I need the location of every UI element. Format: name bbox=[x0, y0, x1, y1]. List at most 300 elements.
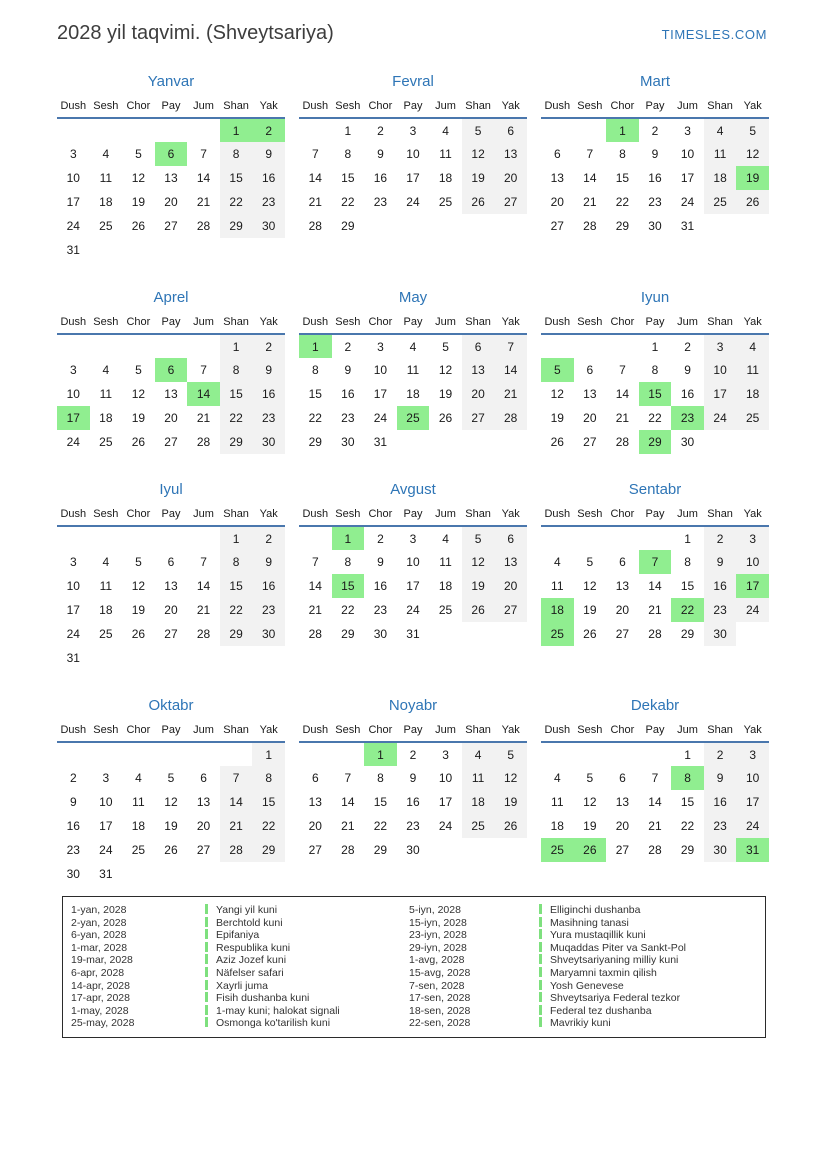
holiday-tick-icon bbox=[539, 1005, 542, 1015]
calendar-day: 1 bbox=[651, 339, 659, 354]
weekday-header: Pay bbox=[639, 97, 672, 118]
calendar-day: 7 bbox=[586, 147, 594, 161]
calendar-day: 28 bbox=[308, 219, 322, 233]
weekday-header: Jum bbox=[429, 313, 462, 334]
holiday-tick-icon bbox=[205, 967, 208, 977]
legend-holiday-name: Elliginchi dushanba bbox=[550, 904, 641, 916]
calendar-day: 1 bbox=[220, 118, 253, 142]
calendar-day: 9 bbox=[69, 795, 77, 809]
calendar-day: 20 bbox=[494, 166, 527, 190]
calendar-day: 13 bbox=[494, 550, 527, 574]
legend-date: 7-sen, 2028 bbox=[409, 979, 465, 992]
calendar-day: 24 bbox=[373, 411, 388, 425]
month-oktabr bbox=[57, 697, 285, 886]
calendar-day: 16 bbox=[66, 819, 80, 833]
calendar-day: 11 bbox=[439, 147, 452, 161]
calendar-day: 20 bbox=[550, 195, 564, 209]
calendar-day: 21 bbox=[308, 603, 322, 617]
empty-cell bbox=[397, 430, 430, 454]
holiday-tick-icon bbox=[539, 992, 542, 1002]
calendar-day: 29 bbox=[220, 430, 253, 454]
weekday-header: Pay bbox=[155, 313, 188, 334]
calendar-day: 28 bbox=[648, 843, 662, 857]
legend-holiday-name: Berchtold kuni bbox=[216, 916, 283, 929]
weekday-header: Yak bbox=[252, 313, 285, 334]
calendar-day: 12 bbox=[583, 579, 597, 593]
calendar-day: 19 bbox=[550, 411, 564, 425]
calendar-day: 2 bbox=[344, 339, 352, 354]
calendar-day: 4 bbox=[462, 742, 495, 766]
calendar-day: 13 bbox=[583, 387, 597, 401]
legend-holiday-name: Aziz Jozef kuni bbox=[216, 954, 287, 967]
calendar-day: 19 bbox=[438, 387, 453, 401]
empty-cell bbox=[462, 838, 495, 862]
empty-cell bbox=[494, 214, 527, 238]
calendar-day: 21 bbox=[583, 195, 597, 209]
calendar-day: 6 bbox=[462, 334, 495, 358]
calendar-day: 3 bbox=[69, 363, 77, 377]
calendar-day: 5 bbox=[135, 363, 142, 377]
calendar-day: 9 bbox=[377, 555, 384, 569]
legend-date: 5-iyn, 2028 bbox=[409, 904, 461, 916]
calendar-day: 15 bbox=[373, 795, 388, 809]
calendar-day: 26 bbox=[574, 838, 607, 862]
calendar-day: 30 bbox=[704, 838, 737, 862]
calendar-day: 14 bbox=[615, 387, 630, 401]
calendar-day: 9 bbox=[252, 358, 285, 382]
weekday-header: Sesh bbox=[90, 313, 123, 334]
weekday-header: Dush bbox=[57, 97, 90, 118]
weekday-header: Yak bbox=[736, 505, 769, 526]
empty-cell bbox=[704, 430, 737, 454]
month-table bbox=[541, 505, 769, 646]
calendar-day: 7 bbox=[619, 363, 626, 377]
empty-cell bbox=[155, 238, 188, 262]
weekday-header: Chor bbox=[122, 97, 155, 118]
weekday-header: Sesh bbox=[574, 313, 607, 334]
legend-holiday-name: Xayrli juma bbox=[216, 979, 268, 992]
empty-cell bbox=[541, 526, 574, 550]
calendar-day: 28 bbox=[341, 843, 355, 857]
calendar-day: 15 bbox=[308, 387, 322, 401]
holiday-tick-icon bbox=[205, 929, 208, 939]
calendar-day: 23 bbox=[252, 598, 285, 622]
empty-cell bbox=[736, 430, 769, 454]
weekday-header: Dush bbox=[299, 505, 332, 526]
holiday-tick-icon bbox=[205, 942, 208, 952]
calendar-day: 24 bbox=[680, 195, 695, 209]
calendar-day: 10 bbox=[373, 363, 388, 377]
calendar-day: 20 bbox=[615, 603, 630, 617]
weekday-header: Jum bbox=[187, 97, 220, 118]
calendar-day: 10 bbox=[438, 771, 453, 785]
calendar-day: 11 bbox=[704, 142, 737, 166]
calendar-day: 9 bbox=[409, 771, 417, 785]
calendar-day: 20 bbox=[615, 819, 630, 833]
calendar-day: 1 bbox=[299, 334, 332, 358]
empty-cell bbox=[429, 430, 462, 454]
month-table bbox=[541, 721, 769, 862]
empty-cell bbox=[541, 334, 574, 358]
calendar-day: 6 bbox=[494, 526, 527, 550]
calendar-day: 20 bbox=[164, 603, 178, 617]
legend-date: 2-yan, 2028 bbox=[71, 916, 127, 929]
calendar-day: 5 bbox=[586, 771, 594, 785]
calendar-day: 15 bbox=[680, 579, 695, 593]
legend-date: 19-mar, 2028 bbox=[71, 954, 133, 967]
calendar-day: 18 bbox=[438, 579, 453, 593]
month-title[interactable]: Aprel bbox=[153, 289, 189, 306]
weekday-header: Shan bbox=[462, 505, 495, 526]
calendar-day: 21 bbox=[196, 195, 211, 209]
calendar-day: 11 bbox=[99, 579, 113, 593]
calendar-day: 6 bbox=[619, 771, 626, 785]
calendar-day: 17 bbox=[736, 574, 769, 598]
calendar-day: 27 bbox=[462, 406, 495, 430]
legend-holiday-name: Respublika kuni bbox=[216, 941, 291, 954]
month-table bbox=[57, 505, 285, 670]
weekday-header: Chor bbox=[606, 505, 639, 526]
holiday-tick-icon bbox=[205, 954, 208, 964]
calendar-day: 13 bbox=[196, 795, 211, 809]
month-mart bbox=[541, 73, 769, 238]
weekday-header: Chor bbox=[606, 313, 639, 334]
calendar-day: 27 bbox=[196, 843, 211, 857]
calendar-day: 12 bbox=[550, 387, 564, 401]
empty-cell bbox=[187, 334, 220, 358]
calendar-day: 24 bbox=[66, 627, 80, 641]
legend-entry bbox=[205, 942, 409, 955]
calendar-day: 21 bbox=[615, 411, 630, 425]
calendar-day: 19 bbox=[131, 411, 146, 425]
calendar-day: 10 bbox=[99, 795, 113, 809]
calendar-day: 6 bbox=[167, 555, 175, 569]
calendar-day: 1 bbox=[332, 526, 365, 550]
empty-cell bbox=[639, 526, 672, 550]
empty-cell bbox=[397, 214, 430, 238]
calendar-day: 22 bbox=[671, 598, 704, 622]
calendar-day: 29 bbox=[341, 219, 355, 233]
holiday-tick-icon bbox=[539, 980, 542, 990]
month-avgust bbox=[299, 481, 527, 646]
weekday-header: Shan bbox=[220, 313, 253, 334]
holiday-tick-icon bbox=[539, 967, 542, 977]
legend-date: 17-sen, 2028 bbox=[409, 992, 471, 1005]
empty-cell bbox=[155, 526, 188, 550]
month-title[interactable]: Yanvar bbox=[147, 73, 195, 90]
calendar-day: 27 bbox=[494, 190, 527, 214]
legend-entry bbox=[539, 942, 765, 955]
calendar-day: 13 bbox=[615, 579, 630, 593]
calendar-day: 5 bbox=[462, 526, 495, 550]
calendar-day: 24 bbox=[66, 219, 80, 233]
legend-holiday-name: Osmonga ko'tarilish kuni bbox=[216, 1017, 331, 1030]
empty-cell bbox=[155, 118, 188, 142]
calendar-day: 17 bbox=[99, 819, 113, 833]
empty-cell bbox=[57, 334, 90, 358]
calendar-day: 10 bbox=[704, 358, 737, 382]
calendar-day: 11 bbox=[99, 171, 113, 185]
calendar-day: 18 bbox=[131, 819, 146, 833]
calendar-day: 6 bbox=[200, 771, 207, 785]
empty-cell bbox=[220, 646, 253, 670]
calendar-day: 10 bbox=[66, 387, 80, 401]
legend-holiday-name: Shveytsariya Federal tezkor bbox=[550, 992, 681, 1005]
calendar-day: 8 bbox=[311, 363, 319, 377]
weekday-header: Shan bbox=[462, 97, 495, 118]
weekday-header: Jum bbox=[671, 97, 704, 118]
calendar-day: 31 bbox=[99, 867, 113, 881]
calendar-day: 25 bbox=[438, 603, 453, 617]
calendar-day: 21 bbox=[494, 382, 527, 406]
calendar-day: 10 bbox=[736, 550, 769, 574]
site-link[interactable]: TIMESLES.COM bbox=[661, 27, 767, 42]
calendar-day: 29 bbox=[341, 627, 355, 641]
weekday-header: Shan bbox=[704, 97, 737, 118]
empty-cell bbox=[606, 526, 639, 550]
calendar-day: 30 bbox=[680, 435, 695, 449]
calendar-day: 25 bbox=[541, 622, 574, 646]
calendar-day: 30 bbox=[252, 430, 285, 454]
calendar-day: 5 bbox=[586, 555, 594, 569]
calendar-day: 16 bbox=[648, 171, 662, 185]
holiday-tick-icon bbox=[539, 954, 542, 964]
empty-cell bbox=[122, 118, 155, 142]
legend-grid bbox=[71, 904, 765, 1030]
month-title[interactable]: Oktabr bbox=[148, 697, 194, 714]
calendar-day: 13 bbox=[615, 795, 630, 809]
month-table bbox=[57, 313, 285, 454]
calendar-day: 19 bbox=[583, 603, 597, 617]
weekday-header: Chor bbox=[606, 721, 639, 742]
weekday-header: Shan bbox=[220, 721, 253, 742]
calendar-day: 4 bbox=[553, 555, 561, 569]
weekday-header: Chor bbox=[364, 721, 397, 742]
month-table bbox=[299, 721, 527, 862]
month-may bbox=[299, 289, 527, 454]
calendar-day: 24 bbox=[704, 406, 737, 430]
calendar-day: 18 bbox=[704, 166, 737, 190]
calendar-day: 14 bbox=[583, 171, 597, 185]
month-title[interactable]: Avgust bbox=[390, 481, 436, 498]
calendar-day: 17 bbox=[66, 195, 80, 209]
weekday-header: Jum bbox=[671, 505, 704, 526]
calendar-day: 4 bbox=[102, 147, 110, 161]
calendar-day: 26 bbox=[736, 190, 769, 214]
calendar-day: 12 bbox=[131, 387, 146, 401]
empty-cell bbox=[299, 742, 332, 766]
weekday-header: Shan bbox=[704, 313, 737, 334]
calendar-day: 8 bbox=[671, 766, 704, 790]
legend-date: 15-avg, 2028 bbox=[409, 966, 471, 979]
calendar-day: 22 bbox=[220, 598, 253, 622]
month-title[interactable]: Iyul bbox=[159, 481, 183, 498]
calendar-day: 6 bbox=[553, 147, 561, 161]
legend-entry bbox=[205, 954, 409, 967]
calendar-day: 5 bbox=[135, 555, 142, 569]
calendar-day: 11 bbox=[551, 795, 564, 809]
calendar-day: 2 bbox=[651, 123, 659, 138]
calendar-day: 15 bbox=[220, 166, 253, 190]
calendar-day: 25 bbox=[131, 843, 146, 857]
empty-cell bbox=[736, 214, 769, 238]
calendar-day: 5 bbox=[494, 742, 527, 766]
calendar-day: 23 bbox=[66, 843, 80, 857]
weekday-header: Chor bbox=[606, 97, 639, 118]
month-iyul bbox=[57, 481, 285, 670]
calendar-day: 8 bbox=[252, 766, 285, 790]
holiday-legend bbox=[62, 896, 766, 1038]
calendar-day: 5 bbox=[541, 358, 574, 382]
calendar-day: 22 bbox=[615, 195, 630, 209]
empty-cell bbox=[187, 862, 220, 886]
holiday-tick-icon bbox=[205, 1017, 208, 1027]
calendar-day: 6 bbox=[311, 771, 319, 785]
empty-cell bbox=[187, 238, 220, 262]
empty-cell bbox=[639, 742, 672, 766]
calendar-day: 8 bbox=[344, 147, 352, 161]
calendar-grid bbox=[57, 73, 770, 886]
calendar-day: 3 bbox=[69, 147, 77, 161]
empty-cell bbox=[299, 118, 332, 142]
calendar-day: 3 bbox=[377, 339, 384, 354]
calendar-day: 29 bbox=[252, 838, 285, 862]
empty-cell bbox=[574, 334, 607, 358]
calendar-day: 5 bbox=[135, 147, 142, 161]
calendar-day: 29 bbox=[680, 627, 695, 641]
calendar-day: 25 bbox=[736, 406, 769, 430]
empty-cell bbox=[299, 526, 332, 550]
calendar-day: 7 bbox=[639, 550, 672, 574]
weekday-header: Jum bbox=[429, 721, 462, 742]
month-title[interactable]: May bbox=[398, 289, 428, 306]
weekday-header: Yak bbox=[736, 97, 769, 118]
month-title[interactable]: Noyabr bbox=[388, 697, 438, 714]
calendar-day: 9 bbox=[252, 142, 285, 166]
month-title[interactable]: Sentabr bbox=[628, 481, 682, 498]
empty-cell bbox=[541, 118, 574, 142]
month-title[interactable]: Fevral bbox=[392, 73, 434, 90]
calendar-day: 12 bbox=[438, 363, 453, 377]
legend-entry bbox=[539, 929, 765, 942]
weekday-header: Sesh bbox=[90, 721, 123, 742]
month-dekabr bbox=[541, 697, 769, 862]
calendar-day: 30 bbox=[341, 435, 355, 449]
calendar-day: 23 bbox=[341, 411, 355, 425]
weekday-header: Pay bbox=[155, 97, 188, 118]
calendar-day: 28 bbox=[220, 838, 253, 862]
empty-cell bbox=[429, 214, 462, 238]
calendar-day: 17 bbox=[57, 406, 90, 430]
weekday-header: Dush bbox=[541, 313, 574, 334]
calendar-day: 25 bbox=[541, 838, 574, 862]
calendar-day: 28 bbox=[196, 435, 211, 449]
month-title[interactable]: Mart bbox=[640, 73, 670, 90]
calendar-day: 26 bbox=[494, 814, 527, 838]
empty-cell bbox=[122, 862, 155, 886]
empty-cell bbox=[90, 526, 123, 550]
calendar-day: 28 bbox=[196, 219, 211, 233]
month-title[interactable]: Dekabr bbox=[630, 697, 680, 714]
calendar-day: 10 bbox=[736, 766, 769, 790]
calendar-day: 17 bbox=[66, 603, 80, 617]
calendar-day: 20 bbox=[196, 819, 211, 833]
calendar-day: 9 bbox=[704, 766, 737, 790]
calendar-day: 23 bbox=[704, 598, 737, 622]
legend-date: 1-may, 2028 bbox=[71, 1004, 129, 1017]
calendar-day: 8 bbox=[344, 555, 352, 569]
weekday-header: Yak bbox=[252, 721, 285, 742]
empty-cell bbox=[574, 118, 607, 142]
calendar-day: 22 bbox=[680, 819, 695, 833]
calendar-day: 25 bbox=[397, 406, 430, 430]
calendar-day: 12 bbox=[462, 142, 495, 166]
page-title: 2028 yil taqvimi. (Shveytsariya) bbox=[57, 22, 334, 44]
calendar-day: 9 bbox=[377, 147, 384, 161]
month-table bbox=[299, 97, 527, 238]
empty-cell bbox=[606, 334, 639, 358]
calendar-day: 26 bbox=[131, 627, 146, 641]
legend-entry bbox=[539, 1017, 765, 1030]
calendar-day: 3 bbox=[442, 747, 449, 762]
empty-cell bbox=[574, 742, 607, 766]
calendar-day: 16 bbox=[680, 387, 695, 401]
weekday-header: Dush bbox=[57, 313, 90, 334]
calendar-day: 29 bbox=[373, 843, 388, 857]
legend-entry bbox=[205, 929, 409, 942]
legend-holiday-name: Muqaddas Piter va Sankt-Pol bbox=[550, 941, 686, 954]
calendar-day: 22 bbox=[341, 603, 355, 617]
calendar-day: 20 bbox=[164, 195, 178, 209]
calendar-day: 25 bbox=[462, 814, 495, 838]
calendar-day: 17 bbox=[406, 171, 420, 185]
calendar-day: 19 bbox=[736, 166, 769, 190]
empty-cell bbox=[429, 838, 462, 862]
calendar-day: 8 bbox=[684, 555, 691, 569]
calendar-day: 23 bbox=[671, 406, 704, 430]
calendar-day: 23 bbox=[252, 406, 285, 430]
calendar-day: 3 bbox=[69, 555, 77, 569]
calendar-day: 19 bbox=[583, 819, 597, 833]
calendar-day: 15 bbox=[341, 171, 355, 185]
legend-date: 22-sen, 2028 bbox=[409, 1017, 471, 1030]
calendar-day: 28 bbox=[494, 406, 527, 430]
calendar-day: 26 bbox=[438, 411, 453, 425]
calendar-day: 30 bbox=[406, 843, 420, 857]
calendar-day: 2 bbox=[704, 526, 737, 550]
legend-entry bbox=[539, 954, 765, 967]
calendar-day: 13 bbox=[308, 795, 322, 809]
month-title[interactable]: Iyun bbox=[640, 289, 670, 306]
calendar-day: 17 bbox=[704, 382, 737, 406]
calendar-day: 10 bbox=[406, 555, 420, 569]
month-yanvar bbox=[57, 73, 285, 262]
calendar-day: 18 bbox=[541, 598, 574, 622]
calendar-day: 6 bbox=[619, 555, 626, 569]
calendar-day: 3 bbox=[736, 742, 769, 766]
calendar-day: 28 bbox=[615, 435, 630, 449]
month-table bbox=[541, 313, 769, 454]
calendar-day: 2 bbox=[252, 526, 285, 550]
calendar-day: 18 bbox=[462, 790, 495, 814]
empty-cell bbox=[90, 742, 123, 766]
calendar-day: 18 bbox=[99, 195, 113, 209]
calendar-day: 25 bbox=[99, 435, 113, 449]
calendar-day: 15 bbox=[615, 171, 630, 185]
weekday-header: Shan bbox=[220, 97, 253, 118]
calendar-day: 15 bbox=[220, 574, 253, 598]
month-table bbox=[57, 97, 285, 262]
